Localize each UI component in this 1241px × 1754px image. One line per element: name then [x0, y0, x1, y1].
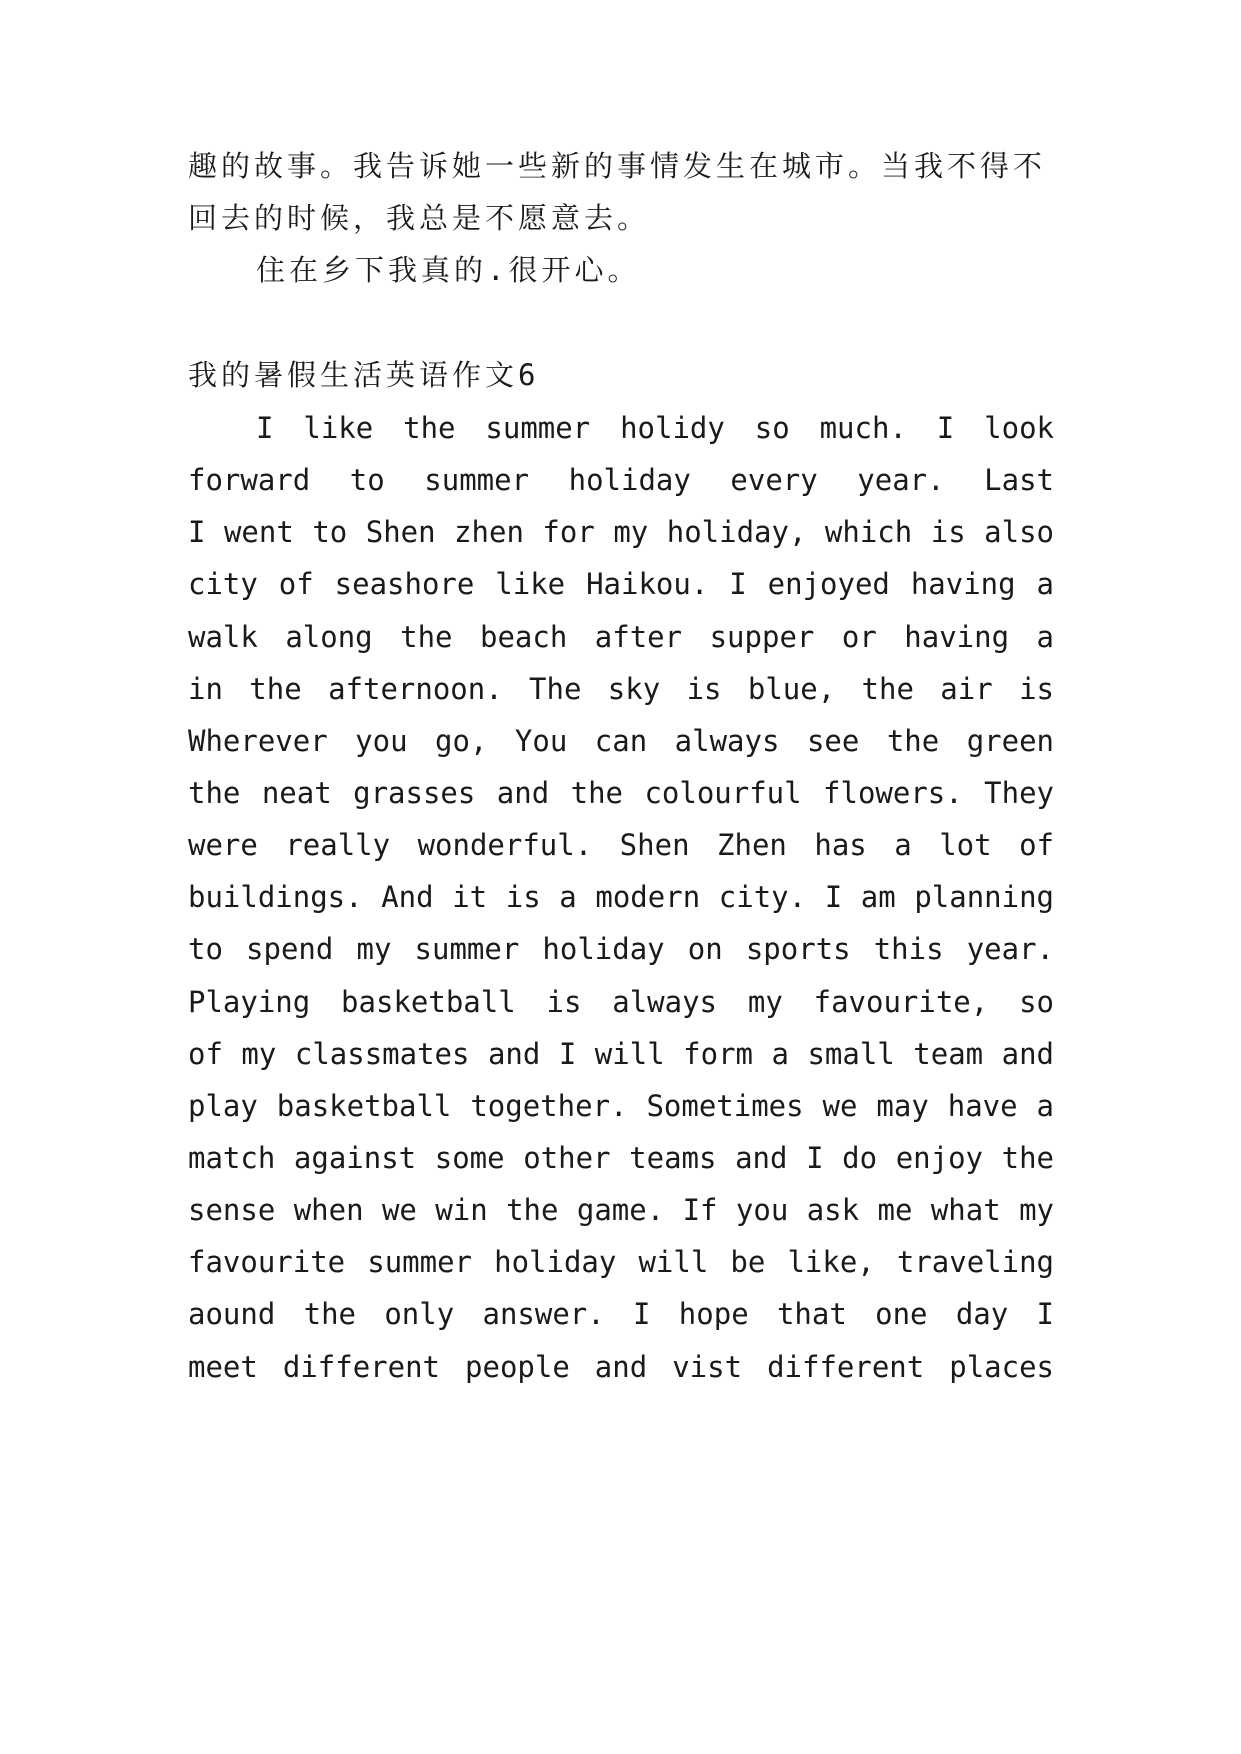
essay-line: Playing basketball is always my favourite, so [188, 985, 1054, 1019]
essay-line: were really wonderful. Shen Zhen has a lot of [188, 828, 1054, 862]
essay-line: in the afternoon. The sky is blue, the air is [188, 672, 1054, 706]
essay-line: to spend my summer holiday on sports this year. [188, 932, 1054, 966]
essay-line: city of seashore like Haikou. I enjoyed having a [188, 567, 1054, 601]
essay-line: I like the summer holidy so much. I look [256, 411, 1054, 445]
essay-line: I went to Shen zhen for my holiday, which is also [188, 515, 1054, 549]
essay-line: match against some other teams and I do enjoy the [188, 1141, 1054, 1175]
essay-line: forward to summer holiday every year. Last [188, 463, 1054, 497]
essay-line: buildings. And it is a modern city. I am planning [188, 880, 1054, 914]
essay-line: meet different people and vist different places [188, 1350, 1054, 1384]
paragraph-line: 回去的时候，我总是不愿意去。 [188, 201, 651, 235]
section-heading: 我的暑假生活英语作文6 [188, 358, 540, 392]
essay-line: of my classmates and I will form a small team and [188, 1037, 1054, 1071]
essay-line: walk along the beach after supper or having a [188, 620, 1054, 654]
essay-line: Wherever you go, You can always see the green [188, 724, 1054, 758]
essay-line: favourite summer holiday will be like, traveling [188, 1245, 1054, 1279]
paragraph-closing-line: 住在乡下我真的.很开心。 [256, 253, 641, 287]
essay-line: aound the only answer. I hope that one day I [188, 1297, 1054, 1331]
paragraph-line: 趣的故事。我告诉她一些新的事情发生在城市。当我不得不 [188, 149, 1047, 183]
essay-line: sense when we win the game. If you ask me what my [188, 1193, 1054, 1227]
essay-line: play basketball together. Sometimes we may have a [188, 1089, 1054, 1123]
essay-line: the neat grasses and the colourful flowers. They [188, 776, 1054, 810]
